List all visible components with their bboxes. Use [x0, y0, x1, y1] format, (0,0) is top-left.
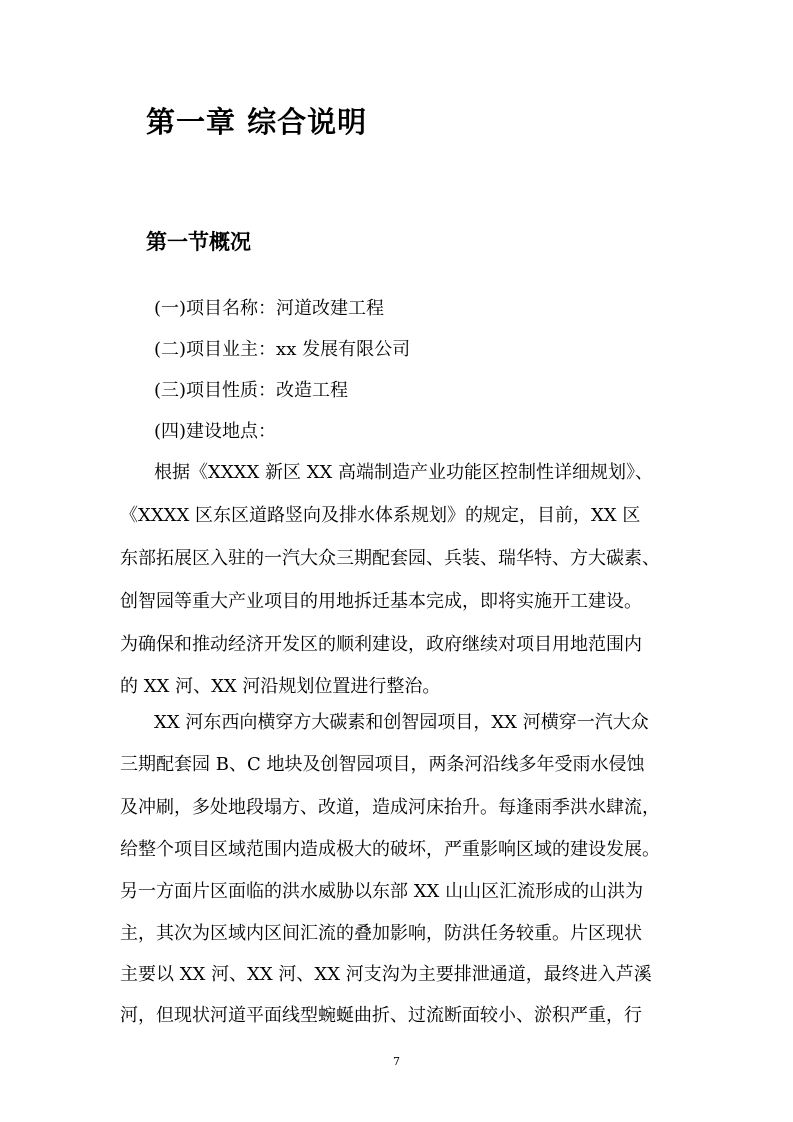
paragraph2-line: 主，其次为区域内区间汇流的叠加影响，防洪任务较重。片区现状 — [120, 923, 642, 944]
paragraph1-line: 创智园等重大产业项目的用地拆迁基本完成，即将实施开工建设。 — [120, 591, 642, 612]
paragraph2-line: 主要以 XX 河、XX 河、XX 河支沟为主要排泄通道，最终进入芦溪 — [120, 964, 652, 985]
paragraph1-line: 《XXXX 区东区道路竖向及排水体系规划》的规定，目前，XX 区 — [120, 505, 641, 526]
project-item-location: (四)建设地点： — [154, 421, 277, 442]
paragraph1-line: 东部拓展区入驻的一汽大众三期配套园、兵装、瑞华特、方大碳素、 — [120, 548, 660, 569]
project-item-nature: (三)项目性质：改造工程 — [154, 380, 349, 401]
paragraph1-line: 的 XX 河、XX 河沿规划位置进行整治。 — [120, 676, 441, 697]
section-title: 第一节概况 — [146, 229, 251, 254]
paragraph1-line: 根据《XXXX 新区 XX 高端制造产业功能区控制性详细规划》、 — [154, 462, 654, 483]
paragraph2-line: 三期配套园 B、C 地块及创智园项目，两条河沿线多年受雨水侵蚀 — [120, 754, 645, 775]
paragraph1-line: 为确保和推动经济开发区的顺利建设，政府继续对项目用地范围内 — [120, 634, 642, 655]
project-item-name: (一)项目名称：河道改建工程 — [154, 298, 385, 319]
paragraph2-line: 及冲刷，多处地段塌方、改道，造成河床抬升。每逢雨季洪水肆流， — [120, 797, 660, 818]
paragraph2-line: 另一方面片区面临的洪水威胁以东部 XX 山山区汇流形成的山洪为 — [120, 881, 644, 902]
page-number: 7 — [393, 1055, 400, 1068]
chapter-title: 第一章 综合说明 — [146, 105, 368, 139]
paragraph2-line: XX 河东西向横穿方大碳素和创智园项目，XX 河横穿一汽大众 — [154, 712, 649, 733]
project-item-owner: (二)项目业主：xx 发展有限公司 — [154, 339, 411, 360]
paragraph2-line: 给整个项目区域范围内造成极大的破坏，严重影响区域的建设发展。 — [120, 839, 660, 860]
paragraph2-line: 河，但现状河道平面线型蜿蜒曲折、过流断面较小、淤积严重，行 — [120, 1005, 642, 1026]
